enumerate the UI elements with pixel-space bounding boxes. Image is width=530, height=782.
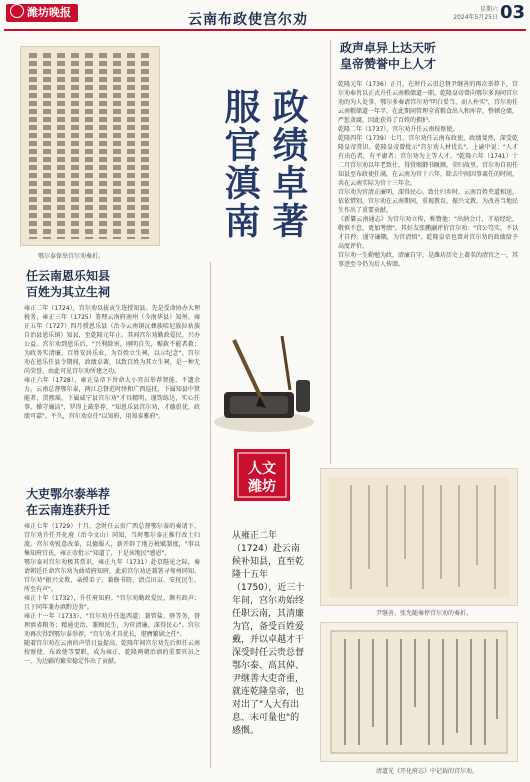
section1-heading-b: 百姓为其立生祠 [26,285,111,299]
doc2-caption: 清道光《开化府志》中记载的宫尔劝。 [376,768,479,775]
section1-heading-a: 任云南恩乐知县 [26,269,111,283]
issue-date [438,6,498,22]
masthead [0,0,530,34]
section2-heading-b: 在云南连获升迁 [26,503,111,517]
section3-heading-b: 皇帝赞誉中上人才 [340,57,437,71]
svg-text:人文: 人文 [248,461,276,477]
pull-quote: 从雍正二年（1724）赴云南候补知县，直至乾隆十五年（1750），近三十年间，宫尔劝始终任职云南，其清廉为官，备受百姓爱戴，并以卓越才干深受时任云贵总督鄂尔泰、高其倬、尹继善大吏奇重，就连乾隆皇帝，也对出了"人大有出息、未可量也"的感慨。 [232,531,305,736]
section3-body: 乾隆元年（1736）正月，在时任云贵总督尹继善的再次举荐下，宫尔劝奉旨以正式升任云南粮储道一职。乾隆皇帝曾向鄂尔多询问宫尔劝的为人处事，鄂尔多奏请宫尔劝"明白妥当，而人朴实"，宫尔劝任云南粮储道一年半，在此期间管理全省粮食出入和库存，整顿仓储，严惩贪腐，因此获得了百姓的拥护。 乾隆二年（1737），宫尔劝升任云南按察使。 乾隆四年（1739）七月，宫尔劝任云南布政使，政绩斐然，深受乾隆皇帝赏识。乾隆皇帝曾批示"宫尔劝人材优长"，上谕中说："人才有出色者，有平庸者；宫尔劝为上等人才。"乾隆六年（1741）十二月宫尔劝以年老致仕，得赏赐御书匾额，荣归故里。宫尔劝自初任知县至布政使任满，在云南为官十六年，除去中间因事离任的时间，共在云南实际为官十三年余。 宫尔劝为官清正廉明，深得民心。致仕归乡时，云南百姓夹道相送，依依惜别。宫尔劝在云南期间，重视教育，振兴文教，为改善当地民生作出了重要贡献。 《新纂云南通志》为宫尔劝立传，称赞他："出纳会计，才裕经纶，敬慎不怠，更加考绩"。其好友张鹏翮评价宫尔劝："宫公笃实，不以才自矜；谨守廉隅，为官清慎"。乾隆皇帝也曾对宫尔劝的政绩给予高度评价。 宫尔劝一生勤勉为政，清廉自守，是潍坊历史上著名的清官之一，其事迹至今仍为后人传颂。 [338,81,518,268]
date-text: 2024年5月25日 [453,14,498,21]
section3-heading-a: 政声卓异上达天听 [340,41,437,55]
section2-heading-a: 大吏鄂尔泰举荐 [26,487,111,501]
page-number: 03 [500,2,526,23]
manuscript-image [20,46,160,246]
gazetteer-document-image [320,622,518,762]
brush-ink-illustration [204,330,322,442]
newspaper-logo [6,4,78,22]
svg-text:潍坊: 潍坊 [248,479,276,495]
doc1-caption: 尹继善、张允随奏停宫尔劝的奏折。 [376,610,473,617]
section2-heading [26,486,110,518]
section1-heading [26,268,110,300]
memorial-document-image [320,468,518,606]
weekday: 星期六 [479,6,498,13]
manuscript-caption: 鄂尔泰保举宫尔劝奏折。 [38,253,105,260]
gazetteer-document-illustration [321,623,517,761]
logo-text: 潍坊晚报 [27,6,71,19]
feature-title-line1: 政绩卓著 [267,88,309,240]
logo-mark-icon [10,4,24,18]
section1-body: 雍正二年（1724），宫尔劝以拔贡生选授知县。先是受命协办大理税务，雍正三年（1725）署理云南府南州（今南华县）知州。雍正五年（1727）四月授恩乐县（治今云南镇沅彝族哈尼族拉祜族自治县恩乐镇）知县，至乾隆元年止。其间宫尔劝勤政爱民，兴办公益。宫尔劝到恩乐后，"兴利除害，刚明自矢，赈救不能者救；为政务实清廉，百姓安居乐业，为百姓立生祠，以示纪念"。宫尔劝在恩乐任县令期间，政绩卓著，以致百姓为其立生祠，是一种无尚荣誉，由此可见宫尔劝所建之功。 雍正六年（1728），雍正皇帝下旨命大小官员举荐贤能，不遗余力。云南总督鄂尔泰，两江总督范时绎和广西巡抚，下属知县中贤能者，贯熙瑶，下属威宁县宫尔劝"才具精明，谨饬练达，实心任事，操守廉洁"，罗得上疏举荐，"知恩乐县宫尔劝，才德俱优，政绩可嘉"。不久，宫尔劝卓任"以知府，用知泰雅府"。 [24,305,200,420]
section2-body: 雍正七年（1729）十月，念时任云贵广西总督鄂尔泰的奏请下，宫尔劝升任开化府（治今文山）同知，当时鄂尔泰正推行改土归流。宫尔劝锐意改革，以德服人，新开辟了地方税赋制度，"事以集知府宫氏，雍正帝批示"知道了，于是该地民"感恩"。 鄂尔泰对宫尔劝极其赏识，雍正九年（1731）赴京陛见之际，奏请朝廷任命宫尔劝为曲靖府知府，此前宫尔劝还兼署寻甸州同知。宫尔劝"振兴文教，亲授弟子，兼修书院、清点田亩、安抚民生，所至有声"。 雍正十年（1732），升任府知府。"宫尔劝勤政爱民，颇有政声；且于同年兼办滇黔边务"。 雍正十一年（1733），"宫尔劝升任迤西道；兼管盐、驿等务，督理滇省粮务；精通吏治，兼顾民生，为官清廉，深得民心"。宫尔劝再次得到鄂尔泰举荐，"宫尔劝才具优长，堪膺繁剧之任"。 随着宫尔劝在云南的声望日益提高，乾隆年间宫尔劝先后担任云南按察使、布政使等要职，成为雍正、乾隆两朝治滇的重要官员之一，为边疆的繁荣稳定作出了贡献。 [24,523,200,665]
section3-heading [340,40,436,72]
feature-title-line2: 服官滇南 [219,88,261,240]
column-divider [330,40,331,464]
masthead-rule [4,29,526,31]
memorial-document-illustration [321,469,517,605]
page-headline: 云南布政使宫尔劝 [188,12,308,28]
column-stamp-logo [232,447,292,503]
